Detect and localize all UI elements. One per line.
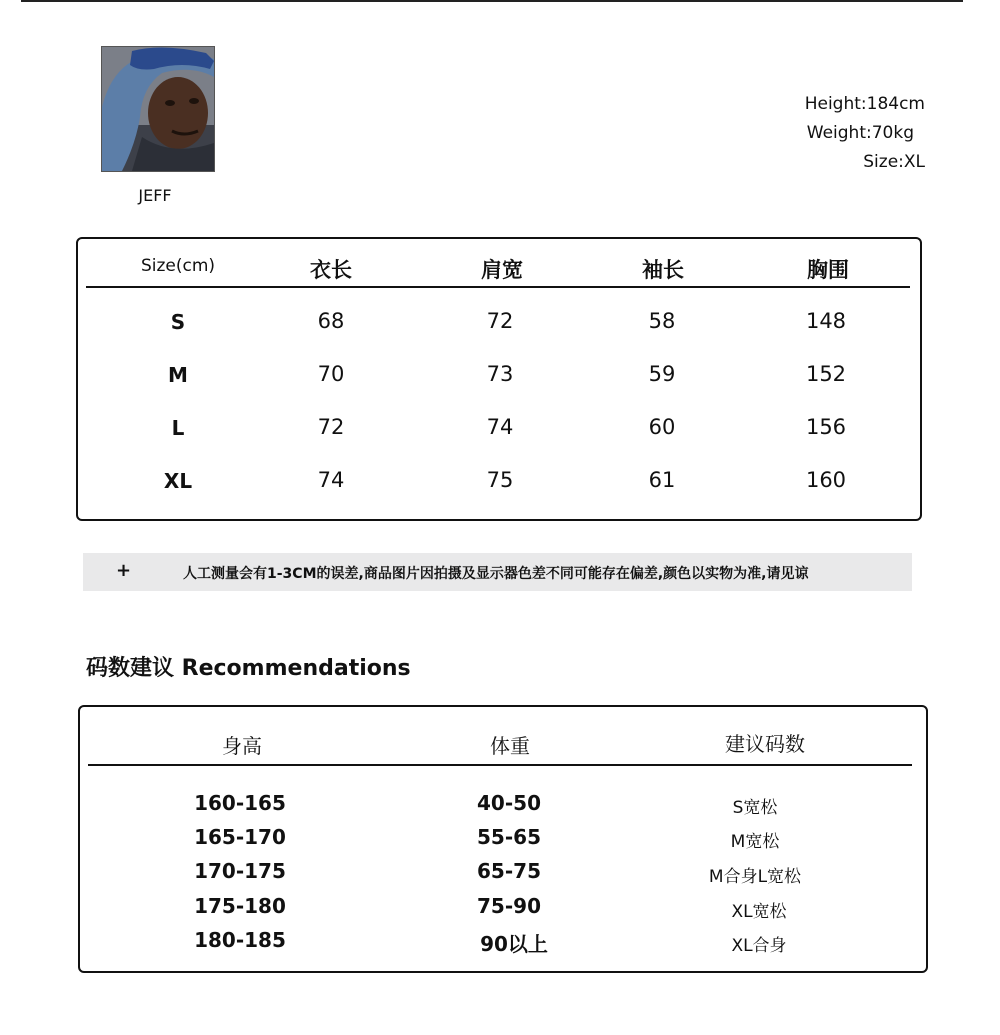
model-height: Height:184cm xyxy=(804,94,925,114)
notice-text: 人工测量会有1-3CM的误差,商品图片因拍摄及显示器色差不同可能存在偏差,颜色以实物为准,请见谅 xyxy=(183,566,809,582)
header-divider xyxy=(86,286,910,288)
row-length-value: 74 xyxy=(317,468,345,492)
model-size: Size:XL xyxy=(863,152,925,172)
row-recommended-size: XL合身 xyxy=(731,936,787,956)
row-shoulder-value: 74 xyxy=(486,415,514,439)
model-photo xyxy=(101,46,215,172)
row-weight-range: 75-90 xyxy=(477,894,541,918)
row-recommended-size: M合身L宽松 xyxy=(708,867,802,887)
header-length: 衣长 xyxy=(310,258,352,282)
row-shoulder-value: 72 xyxy=(486,309,514,333)
header-shoulder: 肩宽 xyxy=(481,258,523,282)
row-sleeve-value: 58 xyxy=(648,309,676,333)
row-sleeve-value: 59 xyxy=(648,362,676,386)
row-height-range: 180-185 xyxy=(194,928,286,952)
top-divider xyxy=(21,0,963,2)
row-weight-range: 40-50 xyxy=(477,791,541,815)
header-weight: 体重 xyxy=(490,734,530,758)
row-height-range: 160-165 xyxy=(194,791,286,815)
model-portrait-image xyxy=(102,47,214,171)
row-size-label: S xyxy=(170,310,186,334)
recommendations-table xyxy=(78,705,928,973)
row-chest-value: 148 xyxy=(805,309,847,333)
header-divider xyxy=(88,764,912,766)
row-shoulder-value: 75 xyxy=(486,468,514,492)
row-weight-range: 65-75 xyxy=(477,859,541,883)
row-size-label: L xyxy=(171,416,185,440)
recommendations-title: 码数建议 Recommendations xyxy=(86,656,411,681)
model-name: JEFF xyxy=(138,186,172,205)
row-height-range: 175-180 xyxy=(194,894,286,918)
header-recommended-size: 建议码数 xyxy=(725,732,805,756)
model-stats xyxy=(720,90,925,177)
header-size: Size(cm) xyxy=(140,256,216,276)
row-shoulder-value: 73 xyxy=(486,362,514,386)
measurement-notice xyxy=(83,553,912,591)
header-sleeve: 袖长 xyxy=(642,258,684,282)
row-sleeve-value: 61 xyxy=(648,468,676,492)
row-recommended-size: XL宽松 xyxy=(731,902,787,922)
row-height-range: 165-170 xyxy=(194,825,286,849)
model-weight: Weight:70kg xyxy=(806,123,914,143)
row-size-label: M xyxy=(168,363,188,387)
row-height-range: 170-175 xyxy=(194,859,286,883)
header-chest: 胸围 xyxy=(807,258,849,282)
size-chart-table xyxy=(76,237,922,521)
row-sleeve-value: 60 xyxy=(648,415,676,439)
row-recommended-size: M宽松 xyxy=(730,832,780,852)
row-weight-range: 55-65 xyxy=(477,825,541,849)
plus-icon: + xyxy=(116,560,132,581)
row-weight-range: 90以上 xyxy=(480,932,548,956)
row-chest-value: 152 xyxy=(805,362,847,386)
row-recommended-size: S宽松 xyxy=(732,798,778,818)
row-chest-value: 160 xyxy=(805,468,847,492)
row-length-value: 72 xyxy=(317,415,345,439)
header-height: 身高 xyxy=(222,734,262,758)
row-length-value: 70 xyxy=(317,362,345,386)
row-chest-value: 156 xyxy=(805,415,847,439)
row-size-label: XL xyxy=(163,469,193,493)
row-length-value: 68 xyxy=(317,309,345,333)
